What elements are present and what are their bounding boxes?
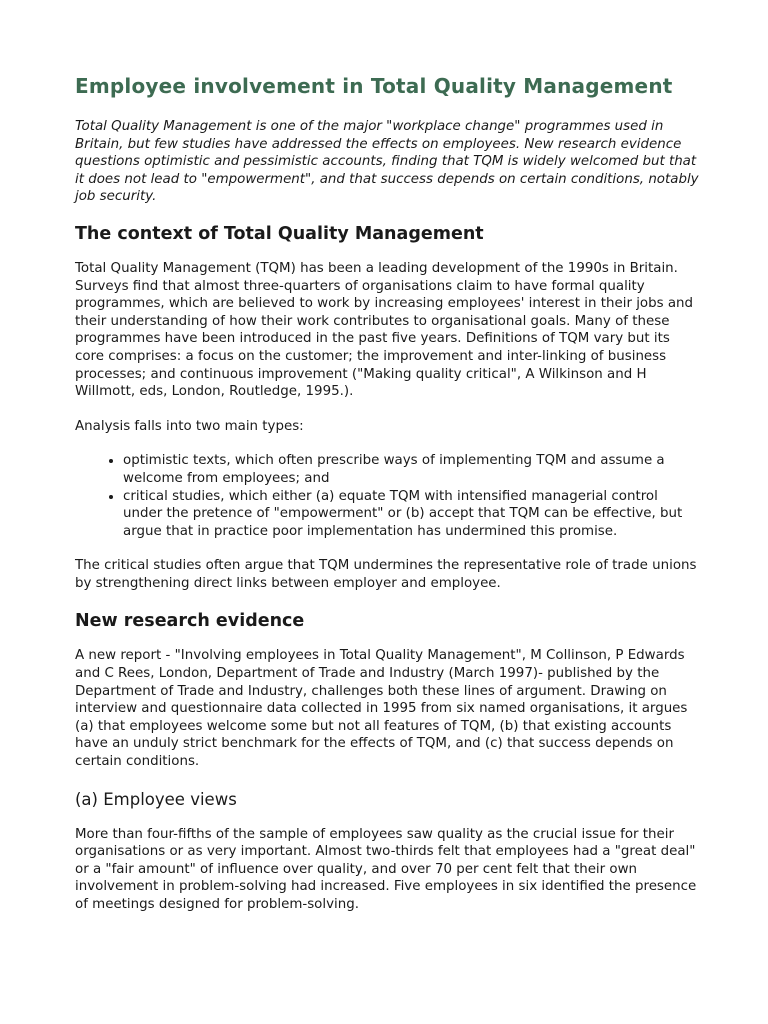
- list-item: • optimistic texts, which often prescribe ways of implementing TQM and assume a welcome from employees; and: [123, 452, 700, 487]
- research-paragraph-1: A new report - "Involving employees in Total Quality Management", M Collinson, P Edwards and C Rees, London, Department of Trade and Industry (March 1997)- published by the Department of Trade and Industry, challenges both these lines of argument. Drawing on interview and questionnaire data collected in 1995 from six named organisations, it argues (a) that employees welcome some but not all features of TQM, (b) that existing accounts have an unduly strict benchmark for the effects of TQM, and (c) that success depends on certain conditions.: [75, 648, 688, 770]
- context-paragraph-2: Analysis falls into two main types:: [75, 418, 304, 434]
- document-page: [75, 72, 700, 931]
- section-heading-research: New research evidence: [75, 611, 305, 632]
- page-title: Employee involvement in Total Quality Management: [75, 74, 673, 98]
- context-paragraph-1: Total Quality Management (TQM) has been a leading development of the 1990s in Britain. Surveys find that almost three-quarters of organisations claim to have formal quality programmes, which are believed to work by increasing employees' interest in their jobs and their understanding of how their work contributes to organisational goals. Many of these programmes have been introduced in the past five years. Definitions of TQM vary but its core comprises: a focus on the customer; the improvement and inter-linking of business processes; and continuous improvement ("Making quality critical", A Wilkinson and H Willmott, eds, London, Routledge, 1995.).: [75, 260, 694, 400]
- analysis-types-list: [75, 452, 700, 540]
- views-paragraph-1: More than four-fifths of the sample of employees saw quality as the crucial issue for their organisations or as very important. Almost two-thirds felt that employees had a "great deal" or a "fair amount" of influence over quality, and over 70 per cent felt that their own involvement in problem-solving had increased. Five employees in six identified the presence of meetings designed for problem-solving.: [75, 826, 697, 912]
- context-paragraph-3: The critical studies often argue that TQM undermines the representative role of trade unions by strengthening direct links between employer and employee.: [75, 558, 697, 591]
- subsection-heading-employee-views: (a) Employee views: [75, 789, 237, 809]
- intro-paragraph: Total Quality Management is one of the major "workplace change" programmes used in Britain, but few studies have addressed the effects on employees. New research evidence questions optimistic and pessimistic accounts, finding that TQM is widely welcomed but that it does not lead to "empowerment", and that success depends on certain conditions, notably job security.: [75, 119, 699, 205]
- section-heading-context: The context of Total Quality Management: [75, 223, 484, 244]
- list-item: • critical studies, which either (a) equate TQM with intensified managerial control under the pretence of "empowerment" or (b) accept that TQM can be effective, but argue that in practice poor implementation has undermined this promise.: [123, 488, 700, 541]
